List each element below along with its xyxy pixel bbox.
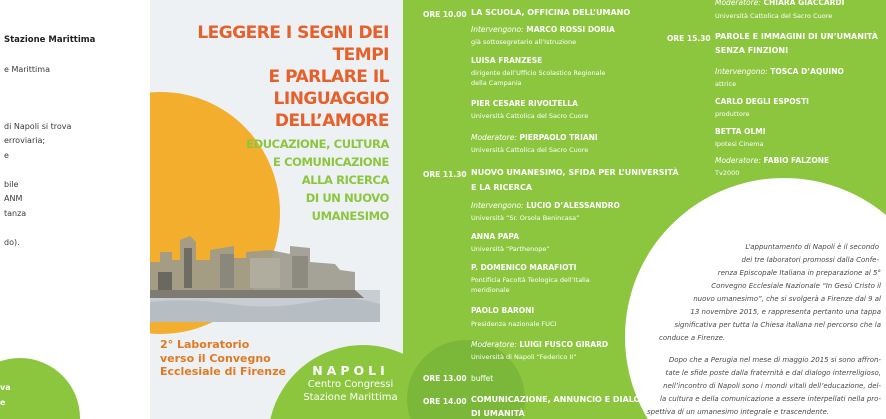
intro-line: nuovo umanesimo”, che si svolgerà a Firenze dal 9 al: [693, 295, 881, 303]
left-panel: [0, 0, 150, 419]
intro-line: 13 novembre 2015, e rappresenta pertanto una tappa: [690, 308, 881, 316]
title-line: DELL’AMORE: [274, 111, 389, 131]
lab-line: 2° Laboratorio: [160, 338, 250, 351]
speaker-name: MARCO ROSSI DORIA: [526, 25, 615, 34]
speaker-name: PAOLO BARONI: [471, 306, 535, 315]
directions-line: bile: [4, 180, 19, 189]
speakers-label: Intervengono:: [715, 67, 768, 76]
location-line: Stazione Marittima: [303, 392, 398, 403]
title-line: LEGGERE I SEGNI DEI TEMPI: [197, 23, 389, 65]
speaker-affiliation: Ipotesi Cinema: [715, 140, 764, 148]
subtitle-line: ALLA RICERCA: [301, 173, 389, 187]
moderator-affiliation: Università di Napoli “Federico II”: [471, 353, 577, 361]
session-time: ORE 11.30: [423, 170, 467, 179]
city-name: NAPOLI: [312, 363, 389, 378]
moderator-line: [471, 340, 608, 349]
speaker-affiliation: Presidenza nazionale FUCI: [471, 320, 557, 328]
poster-subtitle: [234, 135, 389, 225]
speaker-name: P. DOMENICO MARAFIOTI: [471, 263, 577, 272]
intro-line: dei tre laboratori promossi dalla Confe-: [741, 256, 879, 264]
title-line: E PARLARE IL LINGUAGGIO: [268, 67, 389, 109]
subtitle-line: E COMUNICAZIONE: [273, 155, 389, 169]
session-time: ORE 15.30: [667, 34, 711, 43]
session-time: ORE 10.00: [423, 10, 467, 19]
speaker-name: PIER CESARE RIVOLTELLA: [471, 99, 578, 108]
session-title: DI UMANITÀ: [471, 409, 525, 418]
session-title: PAROLE E IMMAGINI DI UN’UMANITÀ: [715, 32, 878, 41]
session-title: COMUNICAZIONE, ANNUNCIO E DIALOGO: [471, 395, 654, 404]
castel-dell-ovo-photo: [150, 232, 380, 322]
speaker-name: TOSCA D’AQUINO: [770, 67, 844, 76]
intro-line: significativa per tutta la Chiesa italiana nel percorso che la: [674, 321, 881, 329]
poster-title: [164, 22, 389, 132]
subtitle-line: DI UN NUOVO UMANESIMO: [305, 191, 389, 223]
moderator-name: FABIO FALZONE: [763, 156, 830, 165]
speaker-name: ANNA PAPA: [471, 232, 519, 241]
speaker-name: LUISA FRANZESE: [471, 56, 543, 65]
laboratory-label: [160, 338, 286, 379]
directions-line: tanza: [4, 209, 27, 218]
moderator-line: [715, 0, 844, 7]
moderator-label: Moderatore:: [471, 340, 517, 349]
speaker-affiliation: Università Cattolica del Sacro Cuore: [471, 112, 589, 120]
speaker-affiliation: Università “Parthenope”: [471, 245, 550, 253]
session-title: NUOVO UMANESIMO, SFIDA PER L’UNIVERSITÀ: [471, 168, 679, 177]
speaker-affiliation: della Campania: [471, 79, 522, 87]
speakers-label: Intervengono:: [471, 201, 524, 210]
moderator-name: LUIGI FUSCO GIRARD: [519, 340, 609, 349]
green-text: e: [0, 398, 6, 407]
moderator-name: PIERPAOLO TRIANI: [519, 133, 598, 142]
intro-line: conduce a Firenze.: [659, 334, 726, 342]
moderator-line: [715, 156, 829, 165]
session-title: buffet: [471, 374, 494, 383]
speaker-name: LUCIO D’ALESSANDRO: [526, 201, 620, 210]
speaker-name: CARLO DEGLI ESPOSTI: [715, 97, 809, 106]
lab-line: verso il Convegno: [160, 351, 271, 365]
moderator-name: CHIARA GIACCARDI: [763, 0, 845, 7]
intro-line: nell’incontro di Napoli sono i mondi vitali dell’educazione, del-: [663, 382, 881, 390]
speaker-affiliation: meridionale: [471, 286, 510, 294]
intro-line: spettiva di un umanesimo integrale e trascendente.: [647, 408, 830, 416]
moderator-label: Moderatore:: [715, 0, 761, 7]
program-panel: [403, 0, 886, 419]
speaker-affiliation: produttore: [715, 110, 750, 118]
moderator-label: Moderatore:: [715, 156, 761, 165]
directions-line: di Napoli si trova: [4, 122, 72, 131]
directions-line: ANM: [4, 194, 23, 203]
directions-line: erroviaria;: [4, 136, 46, 145]
intro-line: Convegno Ecclesiale Nazionale “In Gesù Cristo il: [711, 282, 881, 290]
moderator-affiliation: Università Cattolica del Sacro Cuore: [715, 12, 833, 20]
speaker-line: [471, 201, 620, 210]
moderator-affiliation: Università Cattolica del Sacro Cuore: [471, 146, 589, 154]
speaker-affiliation: già sottosegretario all’Istruzione: [471, 38, 577, 46]
poster-cover: [150, 0, 403, 419]
directions-line: do).: [4, 238, 20, 247]
moderator-affiliation: Tv2000: [715, 169, 740, 177]
moderator-label: Moderatore:: [471, 133, 517, 142]
intro-line: L’appuntamento di Napoli è il secondo: [745, 243, 879, 251]
speaker-name: BETTA OLMI: [715, 127, 766, 136]
session-time: ORE 14.00: [423, 397, 467, 406]
lab-line: Ecclesiale di Firenze: [160, 365, 286, 378]
green-text: va: [0, 383, 11, 392]
speakers-label: Intervengono:: [471, 25, 524, 34]
session-title: LA SCUOLA, OFFICINA DELL’UMANO: [471, 8, 631, 17]
moderator-line: [471, 133, 598, 142]
intro-line: renza Episcopale Italiana in preparazione al 5°: [717, 269, 881, 277]
intro-line: tate le sfide poste dalla fraternità e dal dialogo interreligioso,: [665, 369, 881, 377]
speaker-line: [471, 25, 615, 34]
intro-line: la cultura e della comunicazione a essere interpellati nella pro-: [660, 395, 881, 403]
session-title: E LA RICERCA: [471, 183, 533, 192]
venue-heading: Stazione Marittima: [4, 35, 96, 45]
event-location: [298, 363, 403, 404]
speaker-affiliation: Università “Sr. Orsola Benincasa”: [471, 214, 580, 222]
speaker-affiliation: attrice: [715, 80, 737, 88]
subtitle-line: EDUCAZIONE, CULTURA: [246, 137, 389, 151]
green-decoration: [0, 358, 80, 419]
session-title: SENZA FINZIONI: [715, 46, 789, 55]
intro-line: Dopo che a Perugia nel mese di maggio 2015 si sono affron-: [668, 356, 881, 364]
venue-sub: e Marittima: [4, 65, 50, 74]
session-time: ORE 13.00: [423, 374, 467, 383]
speaker-affiliation: Pontificia Facoltà Teologica dell’Italia: [471, 276, 590, 284]
speaker-affiliation: dirigente dell’Ufficio Scolastico Regionale: [471, 69, 606, 77]
location-line: Centro Congressi: [307, 379, 394, 390]
directions-line: e: [4, 151, 9, 160]
speaker-line: [715, 67, 844, 76]
